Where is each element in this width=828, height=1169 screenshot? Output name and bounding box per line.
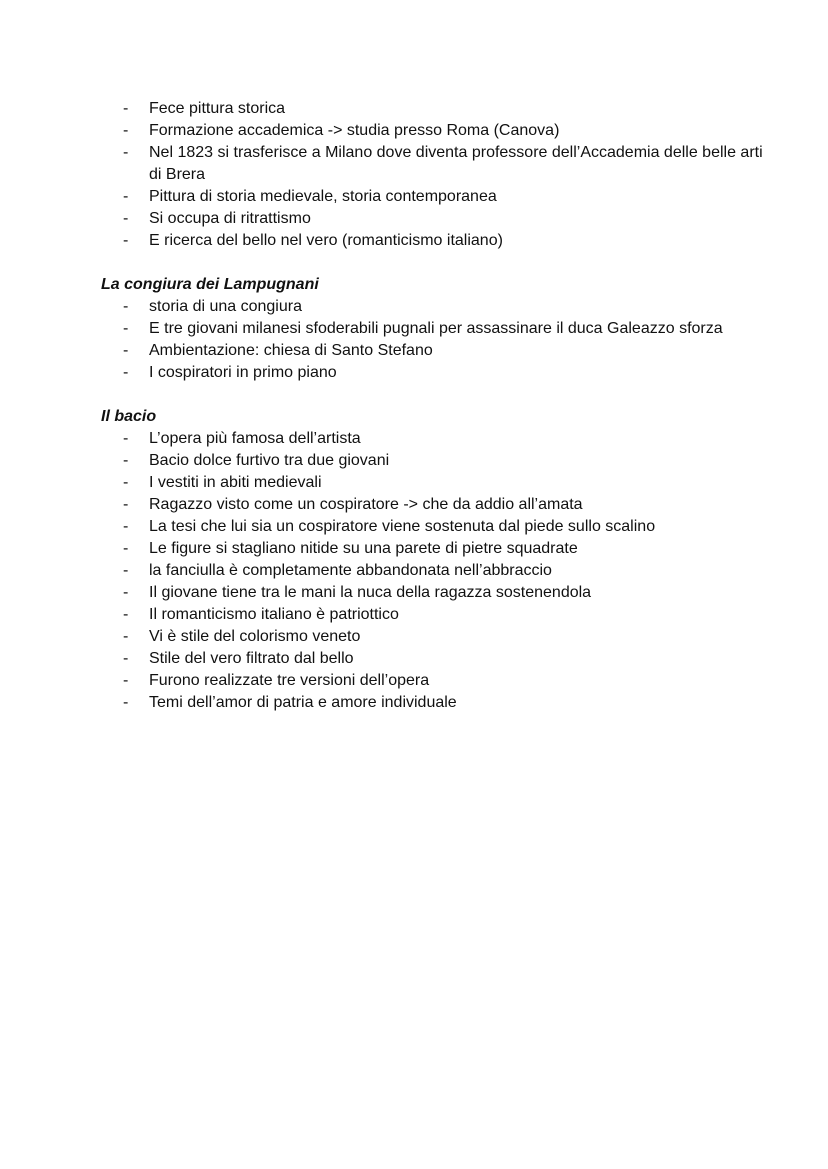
list-item-text: Bacio dolce furtivo tra due giovani xyxy=(149,452,390,469)
list-item-text: La tesi che lui sia un cospiratore viene sostenuta dal piede sullo scalino xyxy=(149,518,656,535)
list-item xyxy=(101,582,768,604)
list-item-text: Il romanticismo italiano è patriottico xyxy=(149,606,399,623)
dash-bullet: - xyxy=(123,606,129,623)
list-item-text: la fanciulla è completamente abbandonata nell’abbraccio xyxy=(149,562,552,579)
list-item-text: I vestiti in abiti medievali xyxy=(149,474,322,491)
list-item xyxy=(101,538,768,560)
list-item xyxy=(101,208,768,230)
dash-bullet: - xyxy=(123,232,129,249)
dash-bullet: - xyxy=(123,540,129,557)
congiura-section xyxy=(101,274,768,384)
list-item xyxy=(101,186,768,208)
dash-bullet: - xyxy=(123,364,129,381)
list-item xyxy=(101,120,768,142)
list-item-text: Stile del vero filtrato dal bello xyxy=(149,650,354,667)
list-item xyxy=(101,626,768,648)
list-item xyxy=(101,230,768,252)
list-item xyxy=(101,450,768,472)
list-item xyxy=(101,362,768,384)
list-item-text: Fece pittura storica xyxy=(149,100,286,117)
spacer xyxy=(101,384,768,406)
list-item xyxy=(101,692,768,714)
dash-bullet: - xyxy=(123,188,129,205)
list-item-text: L’opera più famosa dell’artista xyxy=(149,430,361,447)
list-item xyxy=(101,142,768,186)
list-item xyxy=(101,648,768,670)
intro-list xyxy=(101,98,768,252)
dash-bullet: - xyxy=(123,628,129,645)
list-item xyxy=(101,318,768,340)
dash-bullet: - xyxy=(123,650,129,667)
list-item-text: Furono realizzate tre versioni dell’opera xyxy=(149,672,430,689)
bacio-section xyxy=(101,406,768,714)
dash-bullet: - xyxy=(123,100,129,117)
dash-bullet: - xyxy=(123,496,129,513)
dash-bullet: - xyxy=(123,474,129,491)
list-item xyxy=(101,560,768,582)
bacio-list xyxy=(101,428,768,714)
dash-bullet: - xyxy=(123,320,129,337)
list-item xyxy=(101,98,768,120)
dash-bullet: - xyxy=(123,672,129,689)
dash-bullet: - xyxy=(123,144,129,161)
list-item-text: E ricerca del bello nel vero (romanticismo italiano) xyxy=(149,232,503,249)
dash-bullet: - xyxy=(123,584,129,601)
list-item-text: Nel 1823 si trasferisce a Milano dove diventa professore dell’Accademia delle belle arti di Brera xyxy=(149,144,763,183)
list-item xyxy=(101,604,768,626)
dash-bullet: - xyxy=(123,342,129,359)
spacer xyxy=(101,252,768,274)
dash-bullet: - xyxy=(123,298,129,315)
list-item xyxy=(101,340,768,362)
list-item xyxy=(101,494,768,516)
list-item-text: E tre giovani milanesi sfoderabili pugnali per assassinare il duca Galeazzo sforza xyxy=(149,320,723,337)
list-item-text: Formazione accademica -> studia presso Roma (Canova) xyxy=(149,122,560,139)
list-item-text: Il giovane tiene tra le mani la nuca della ragazza sostenendola xyxy=(149,584,592,601)
list-item xyxy=(101,670,768,692)
dash-bullet: - xyxy=(123,518,129,535)
section-heading: Il bacio xyxy=(101,408,157,425)
list-item xyxy=(101,516,768,538)
dash-bullet: - xyxy=(123,210,129,227)
list-item xyxy=(101,296,768,318)
list-item-text: I cospiratori in primo piano xyxy=(149,364,337,381)
dash-bullet: - xyxy=(123,694,129,711)
list-item-text: Si occupa di ritrattismo xyxy=(149,210,311,227)
dash-bullet: - xyxy=(123,562,129,579)
section-heading: La congiura dei Lampugnani xyxy=(101,276,319,293)
list-item-text: Temi dell’amor di patria e amore individuale xyxy=(149,694,457,711)
list-item xyxy=(101,472,768,494)
congiura-list xyxy=(101,296,768,384)
dash-bullet: - xyxy=(123,430,129,447)
list-item-text: Ambientazione: chiesa di Santo Stefano xyxy=(149,342,433,359)
list-item-text: Le figure si stagliano nitide su una parete di pietre squadrate xyxy=(149,540,578,557)
list-item-text: Vi è stile del colorismo veneto xyxy=(149,628,361,645)
list-item-text: Ragazzo visto come un cospiratore -> che da addio all’amata xyxy=(149,496,583,513)
intro-section xyxy=(101,98,768,252)
dash-bullet: - xyxy=(123,452,129,469)
list-item-text: Pittura di storia medievale, storia contemporanea xyxy=(149,188,497,205)
dash-bullet: - xyxy=(123,122,129,139)
list-item xyxy=(101,428,768,450)
list-item-text: storia di una congiura xyxy=(149,298,302,315)
